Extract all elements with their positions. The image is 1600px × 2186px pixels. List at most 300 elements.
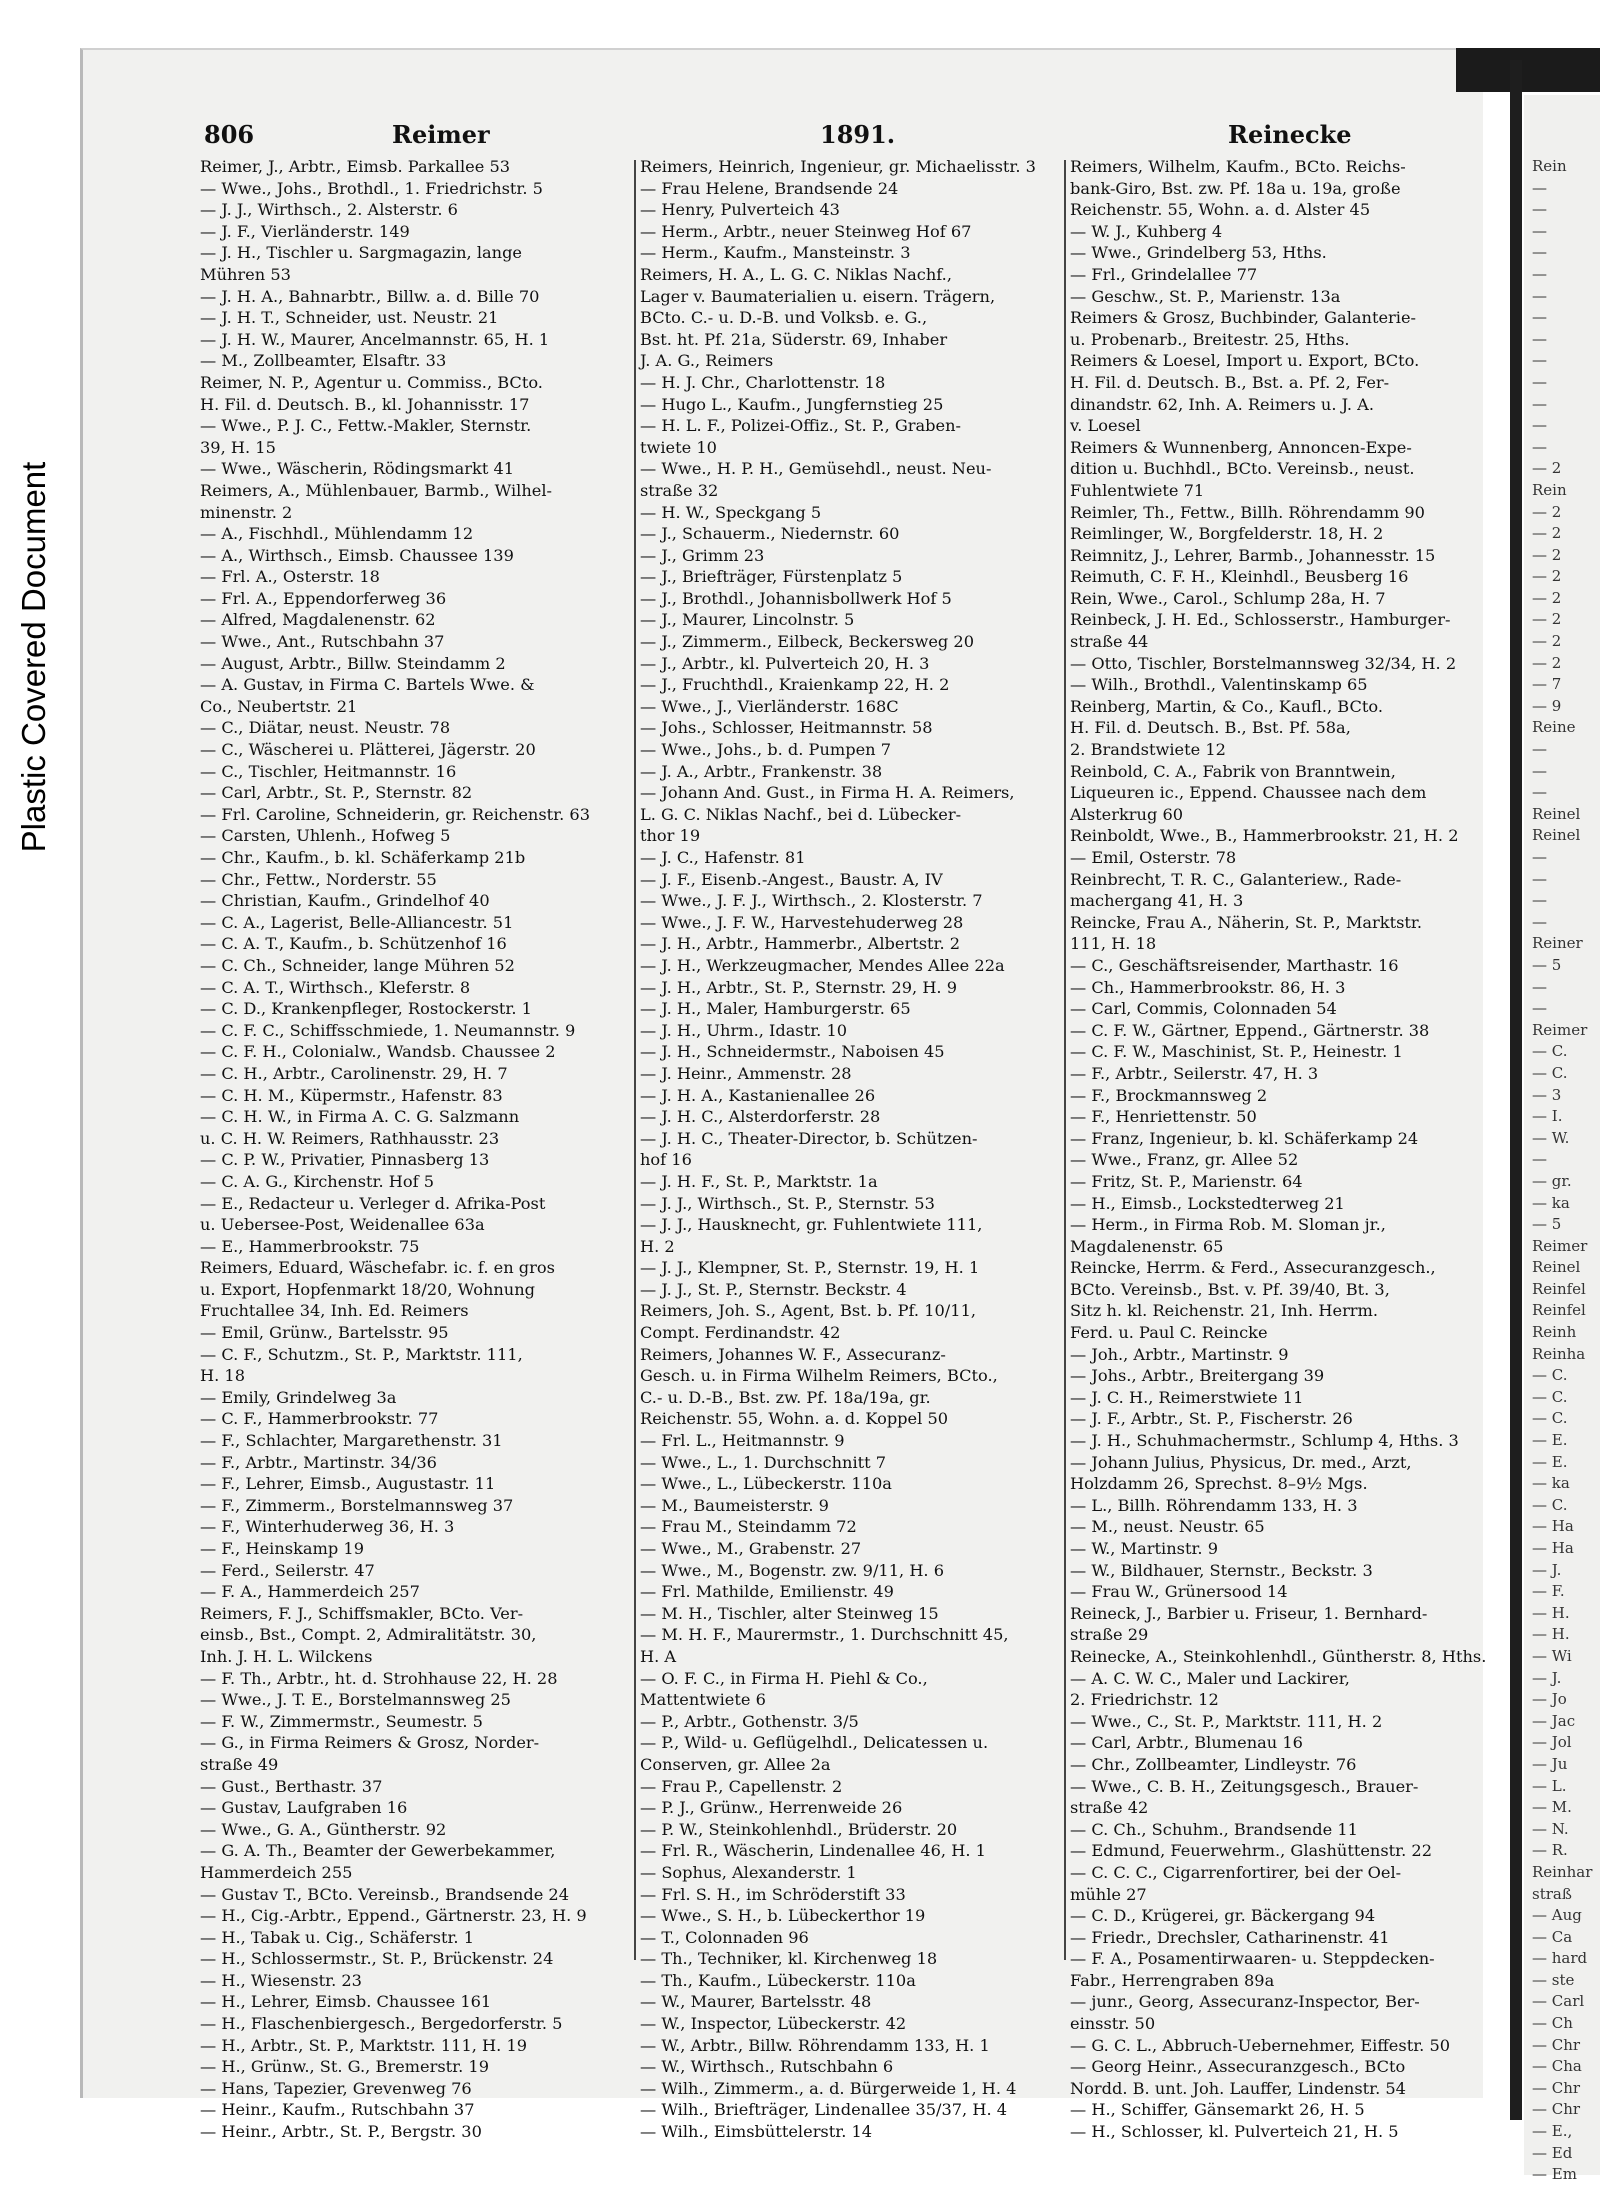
directory-entry-line: Reincke, Herrm. & Ferd., Assecuranzgesch., (1070, 1258, 1436, 1278)
directory-entry-line: — Herm., Kaufm., Mansteinstr. 3 (640, 243, 911, 263)
directory-entry-line: L. G. C. Niklas Nachf., bei d. Lübecker- (640, 804, 962, 824)
directory-entry-line: — (1532, 891, 1547, 910)
directory-entry-line: Reimers & Loesel, Import u. Export, BCto. (1070, 351, 1420, 371)
directory-entry-line: — Wwe., G. A., Güntherstr. 92 (200, 1819, 447, 1839)
directory-entry-line: dinandstr. 62, Inh. A. Reimers u. J. A. (1070, 394, 1375, 414)
entry-column-1 (200, 156, 632, 2142)
directory-entry-line: — (1532, 286, 1547, 305)
directory-entry-line: — Chr., Fettw., Norderstr. 55 (200, 869, 437, 889)
directory-entry-line: — Ju (1532, 1754, 1568, 1773)
directory-entry-line: Alsterkrug 60 (1070, 804, 1184, 824)
directory-entry-line: — Frl. Mathilde, Emilienstr. 49 (640, 1582, 894, 1602)
directory-entry-line: — H., Flaschenbiergesch., Bergedorferstr. 5 (200, 2014, 563, 2034)
directory-entry-line: — R. (1532, 1841, 1568, 1860)
directory-entry-line: machergang 41, H. 3 (1070, 891, 1244, 911)
directory-entry-line: — M., Baumeisterstr. 9 (640, 1495, 829, 1515)
directory-entry-line: — J. F., Eisenb.-Angest., Baustr. A, IV (640, 869, 943, 889)
directory-entry-line: J. A. G., Reimers (640, 351, 774, 371)
directory-entry-line: — Emily, Grindelweg 3a (200, 1387, 397, 1407)
directory-entry-line: hof 16 (640, 1150, 692, 1170)
directory-entry-line: — (1532, 351, 1547, 370)
directory-entry-line: — M. (1532, 1798, 1572, 1817)
directory-entry-line: — Wilh., Zimmerm., a. d. Bürgerweide 1, H. 4 (640, 2078, 1017, 2098)
directory-entry-line: — W. (1532, 1128, 1570, 1147)
directory-entry-line: — F. W., Zimmermstr., Seumestr. 5 (200, 1711, 483, 1731)
directory-entry-line: Reineck, J., Barbier u. Friseur, 1. Bernhard- (1070, 1603, 1428, 1623)
directory-entry-line: Mattentwiete 6 (640, 1690, 766, 1710)
directory-entry-line: — C. H., Arbtr., Carolinenstr. 29, H. 7 (200, 1063, 508, 1083)
directory-entry-line: — Cha (1532, 2057, 1582, 2076)
directory-entry-line: Reinbeck, J. H. Ed., Schlosserstr., Hamburger- (1070, 610, 1451, 630)
directory-entry-line: — E., Hammerbrookstr. 75 (200, 1236, 420, 1256)
directory-entry-line: — N. (1532, 1819, 1569, 1838)
directory-entry-line: — Gustav T., BCto. Vereinsb., Brandsende 24 (200, 1884, 570, 1904)
directory-entry-line: Reinbrecht, T. R. C., Galanteriew., Rade- (1070, 869, 1402, 889)
directory-entry-line: — A. Gustav, in Firma C. Bartels Wwe. & (200, 675, 535, 695)
directory-entry-line: — Ch., Hammerbrookstr. 86, H. 3 (1070, 977, 1346, 997)
directory-entry-line: — Frau M., Steindamm 72 (640, 1517, 857, 1537)
directory-entry-line: — J. H., Maler, Hamburgerstr. 65 (640, 999, 911, 1019)
directory-entry-line: H. Fil. d. Deutsch. B., Bst. a. Pf. 2, Fer- (1070, 372, 1390, 392)
directory-entry-line: — Em (1532, 2165, 1577, 2184)
directory-entry-line: — C. C. C., Cigarrenfortirer, bei der Oel- (1070, 1862, 1402, 1882)
directory-entry-line: einsstr. 50 (1070, 2014, 1156, 2034)
directory-entry-line: — ste (1532, 1970, 1575, 1989)
directory-entry-line: — Frau P., Capellenstr. 2 (640, 1776, 843, 1796)
directory-entry-line: — Chr (1532, 2100, 1581, 2119)
directory-entry-line: — M. H., Tischler, alter Steinweg 15 (640, 1603, 939, 1623)
directory-entry-line: — Wwe., H. P. H., Gemüsehdl., neust. Neu- (640, 459, 992, 479)
directory-entry-line: Magdalenenstr. 65 (1070, 1236, 1224, 1256)
directory-entry-line: — L. (1532, 1776, 1567, 1795)
directory-entry-line: 2. Brandstwiete 12 (1070, 740, 1226, 760)
directory-entry-line: — Carl (1532, 1992, 1585, 2011)
directory-entry-line: 111, H. 18 (1070, 934, 1157, 954)
directory-entry-line: — 9 (1532, 696, 1562, 715)
directory-entry-line: — Heinr., Kaufm., Rutschbahn 37 (200, 2100, 475, 2120)
directory-entry-line: Reimlinger, W., Borgfelderstr. 18, H. 2 (1070, 524, 1384, 544)
directory-entry-line: — Wwe., M., Bogenstr. zw. 9/11, H. 6 (640, 1560, 945, 1580)
directory-entry-line: — Frl. Caroline, Schneiderin, gr. Reichenstr. 63 (200, 804, 590, 824)
directory-entry-line: Lager v. Baumaterialien u. eisern. Trägern, (640, 286, 996, 306)
directory-entry-line: — F., Schlachter, Margarethenstr. 31 (200, 1431, 503, 1451)
directory-entry-line: — J. J., Hausknecht, gr. Fuhlentwiete 111, (640, 1215, 983, 1235)
directory-entry-line: Sitz h. kl. Reichenstr. 21, Inh. Herrm. (1070, 1301, 1379, 1321)
directory-entry-line: — F., Winterhuderweg 36, H. 3 (200, 1517, 455, 1537)
directory-entry-line: — Georg Heinr., Assecuranzgesch., BCto (1070, 2057, 1406, 2077)
directory-entry-line: Reimers, Johannes W. F., Assecuranz- (640, 1344, 946, 1364)
directory-entry-line: — H. J. Chr., Charlottenstr. 18 (640, 372, 886, 392)
directory-entry-line: minenstr. 2 (200, 502, 293, 522)
directory-entry-line: — Alfred, Magdalenenstr. 62 (200, 610, 436, 630)
directory-entry-line: — J. J., St. P., Sternstr. Beckstr. 4 (640, 1279, 907, 1299)
directory-entry-line: — (1532, 243, 1547, 262)
directory-entry-line: mühle 27 (1070, 1884, 1147, 1904)
directory-entry-line: — J. H., Arbtr., St. P., Sternstr. 29, H. 9 (640, 977, 958, 997)
directory-entry-line: — Herm., Arbtr., neuer Steinweg Hof 67 (640, 221, 972, 241)
directory-entry-line: — Henry, Pulverteich 43 (640, 200, 840, 220)
directory-entry-line: — C. D., Krankenpfleger, Rostockerstr. 1 (200, 999, 532, 1019)
directory-entry-line: — J. H., Arbtr., Hammerbr., Albertstr. 2 (640, 934, 961, 954)
directory-entry-line: — G. C. L., Abbruch-Uebernehmer, Eiffestr. 50 (1070, 2035, 1451, 2055)
directory-entry-line: — F., Zimmerm., Borstelmannsweg 37 (200, 1495, 514, 1515)
directory-entry-line: — Emil, Osterstr. 78 (1070, 848, 1237, 867)
directory-entry-line: — J. H. W., Maurer, Ancelmannstr. 65, H. 1 (200, 329, 550, 349)
directory-entry-line: — Ed (1532, 2143, 1573, 2162)
directory-entry-line: Fruchtallee 34, Inh. Ed. Reimers (200, 1301, 469, 1321)
directory-entry-line: — Emil, Grünw., Bartelsstr. 95 (200, 1323, 449, 1343)
directory-entry-line: — C. H. W., in Firma A. C. G. Salzmann (200, 1107, 520, 1127)
directory-entry-line: Reimers, Wilhelm, Kaufm., BCto. Reichs- (1070, 157, 1406, 176)
directory-entry-line: — A., Wirthsch., Eimsb. Chaussee 139 (200, 545, 514, 565)
directory-entry-line: — Th., Kaufm., Lübeckerstr. 110a (640, 1970, 916, 1990)
directory-entry-line: — (1532, 783, 1547, 802)
directory-entry-line: — C. Ch., Schneider, lange Mühren 52 (200, 955, 515, 975)
directory-entry-line: — F., Lehrer, Eimsb., Augustastr. 11 (200, 1474, 496, 1494)
directory-entry-line: — F., Brockmannsweg 2 (1070, 1085, 1268, 1105)
directory-entry-line: — Frau Helene, Brandsende 24 (640, 178, 899, 198)
directory-entry-line: — G., in Firma Reimers & Grosz, Norder- (200, 1733, 540, 1753)
directory-entry-line: — Chr., Kaufm., b. kl. Schäferkamp 21b (200, 848, 526, 867)
directory-entry-line: Reimers, Eduard, Wäschefabr. ic. f. en gros (200, 1258, 555, 1278)
directory-entry-line: — Wwe., L., Lübeckerstr. 110a (640, 1474, 892, 1494)
directory-entry-line: — Chr., Zollbeamter, Lindleystr. 76 (1070, 1754, 1357, 1774)
directory-entry-line: — Hugo L., Kaufm., Jungfernstieg 25 (640, 394, 944, 414)
directory-entry-line: — C., Geschäftsreisender, Marthastr. 16 (1070, 955, 1399, 975)
directory-entry-line: — (1532, 200, 1547, 219)
directory-entry-line: — Ha (1532, 1539, 1574, 1557)
directory-entry-line: — Wwe., L., 1. Durchschnitt 7 (640, 1452, 887, 1472)
directory-entry-line: Reimers, H. A., L. G. C. Niklas Nachf., (640, 264, 952, 284)
directory-entry-line: — W., Bildhauer, Sternstr., Beckstr. 3 (1070, 1560, 1373, 1580)
directory-entry-line: Reinecke, A., Steinkohlenhdl., Güntherstr. 8, Hths. (1070, 1646, 1487, 1666)
directory-entry-line: — H., Lehrer, Eimsb. Chaussee 161 (200, 1992, 492, 2012)
directory-entry-line: — 5 (1532, 1215, 1562, 1234)
directory-entry-line: — P. W., Steinkohlenhdl., Brüderstr. 20 (640, 1819, 958, 1839)
directory-entry-line: — J. F., Vierländerstr. 149 (200, 221, 410, 241)
directory-entry-line: — Hans, Tapezier, Grevenweg 76 (200, 2078, 472, 2098)
directory-entry-line: — Wilh., Eimsbüttelerstr. 14 (640, 2122, 873, 2142)
directory-entry-line: — Geschw., St. P., Marienstr. 13a (1070, 286, 1341, 306)
directory-entry-line: — Chr (1532, 2035, 1581, 2054)
directory-entry-line: — Wwe., J. F. J., Wirthsch., 2. Klosterstr. 7 (640, 891, 983, 911)
directory-entry-line: — (1532, 999, 1547, 1018)
directory-entry-line: — M. H. F., Maurermstr., 1. Durchschnitt 45, (640, 1625, 1009, 1645)
directory-entry-line: — Wwe., C. B. H., Zeitungsgesch., Brauer- (1070, 1776, 1419, 1796)
directory-entry-line: — Ch (1532, 2014, 1573, 2033)
directory-entry-line: H. Fil. d. Deutsch. B., Bst. Pf. 58a, (1070, 718, 1351, 738)
directory-entry-line: Reine (1532, 718, 1576, 737)
directory-entry-line: einsb., Bst., Compt. 2, Admiralitätstr. 30, (200, 1625, 537, 1645)
directory-entry-line: Reinhar (1532, 1862, 1593, 1881)
directory-entry-line: — F. A., Posamentirwaaren- u. Steppdecken- (1070, 1949, 1435, 1969)
directory-entry-line: — F. (1532, 1582, 1565, 1601)
directory-entry-line: — H. (1532, 1625, 1570, 1644)
directory-entry-line: Reimers, A., Mühlenbauer, Barmb., Wilhel- (200, 480, 553, 500)
directory-entry-line: — 2 (1532, 653, 1562, 672)
directory-entry-line: — P., Arbtr., Gothenstr. 3/5 (640, 1711, 859, 1731)
directory-entry-line: Reinel (1532, 1258, 1581, 1277)
directory-entry-line: — Carl, Arbtr., Blumenau 16 (1070, 1733, 1303, 1753)
directory-entry-line: — W., Inspector, Lübeckerstr. 42 (640, 2014, 907, 2034)
directory-entry-line: Rein, Wwe., Carol., Schlump 28a, H. 7 (1070, 588, 1386, 608)
directory-entry-line: — August, Arbtr., Billw. Steindamm 2 (200, 653, 506, 673)
directory-entry-line: — E. (1532, 1431, 1568, 1450)
directory-entry-line: — Wilh., Brothdl., Valentinskamp 65 (1070, 675, 1368, 695)
directory-entry-line: — W., Wirthsch., Rutschbahn 6 (640, 2057, 894, 2077)
page-gutter (1510, 60, 1522, 2120)
directory-entry-line: — W., Martinstr. 9 (1070, 1539, 1219, 1558)
directory-entry-line: — (1532, 869, 1547, 888)
directory-entry-line: Bst. ht. Pf. 21a, Süderstr. 69, Inhaber (640, 329, 948, 349)
directory-entry-line: — F. A., Hammerdeich 257 (200, 1582, 420, 1602)
sidebar-label-text: Plastic Covered Document (15, 461, 52, 853)
directory-entry-line: — F., Arbtr., Martinstr. 34/36 (200, 1452, 437, 1472)
directory-entry-line: — J. J., Klempner, St. P., Sternstr. 19, H. 1 (640, 1258, 980, 1278)
directory-entry-line: — F. Th., Arbtr., ht. d. Strohhause 22, H. 28 (200, 1668, 558, 1688)
directory-entry-line: — H., Schlosser, kl. Pulverteich 21, H. 5 (1070, 2122, 1399, 2142)
directory-entry-line: — 2 (1532, 610, 1562, 629)
directory-entry-line: — H., Wiesenstr. 23 (200, 1970, 362, 1990)
directory-entry-line: Reimnitz, J., Lehrer, Barmb., Johannesstr. 15 (1070, 545, 1436, 565)
directory-entry-line: — (1532, 308, 1547, 327)
directory-entry-line: — J., Brothdl., Johannisbollwerk Hof 5 (640, 588, 952, 608)
directory-entry-line: — J., Maurer, Lincolnstr. 5 (640, 610, 855, 630)
directory-entry-line: 39, H. 15 (200, 437, 276, 457)
directory-entry-line: — J., Zimmerm., Eilbeck, Beckersweg 20 (640, 632, 975, 652)
directory-entry-line: — 5 (1532, 955, 1562, 974)
directory-entry-line: — Gust., Berthastr. 37 (200, 1776, 383, 1796)
directory-entry-line: — Chr (1532, 2078, 1581, 2097)
directory-entry-line: — W., Maurer, Bartelsstr. 48 (640, 1992, 872, 2012)
directory-entry-line: Mühren 53 (200, 264, 291, 284)
directory-entry-line: Reimler, Th., Fettw., Billh. Röhrendamm 90 (1070, 502, 1425, 522)
directory-entry-line: — Frl., Grindelallee 77 (1070, 264, 1258, 284)
directory-entry-line: — Jol (1532, 1733, 1572, 1752)
directory-entry-line: Reinberg, Martin, & Co., Kaufl., BCto. (1070, 696, 1384, 716)
directory-entry-line: — H. W., Speckgang 5 (640, 502, 822, 522)
directory-entry-line: — (1532, 221, 1547, 240)
header-left-word: Reimer (392, 120, 490, 149)
directory-entry-line: — Wwe., Wäscherin, Rödingsmarkt 41 (200, 459, 515, 479)
directory-entry-line: — H., Schiffer, Gänsemarkt 26, H. 5 (1070, 2100, 1365, 2120)
directory-entry-line: — Ha (1532, 1517, 1574, 1536)
directory-entry-line: — Ferd., Seilerstr. 47 (200, 1560, 375, 1580)
directory-entry-line: straße 32 (640, 480, 719, 500)
directory-entry-line: Rein (1532, 157, 1567, 175)
directory-entry-line: — H., Arbtr., St. P., Marktstr. 111, H. 19 (200, 2035, 528, 2055)
directory-entry-line: — W., Arbtr., Billw. Röhrendamm 133, H. 1 (640, 2035, 990, 2055)
directory-entry-line: — H., Cig.-Arbtr., Eppend., Gärtnerstr. 23, H. 9 (200, 1906, 587, 1926)
directory-entry-line: — A. C. W. C., Maler und Lackirer, (1070, 1668, 1350, 1688)
directory-entry-line: — 2 (1532, 588, 1562, 607)
directory-entry-line: Reinel (1532, 804, 1581, 823)
directory-entry-line: Reimers & Grosz, Buchbinder, Galanterie- (1070, 308, 1417, 328)
directory-entry-line: — G. A. Th., Beamter der Gewerbekammer, (200, 1841, 556, 1861)
directory-entry-line: — C. (1532, 1387, 1568, 1406)
directory-entry-line: — (1532, 977, 1547, 996)
directory-entry-line: — C., Diätar, neust. Neustr. 78 (200, 718, 451, 738)
directory-entry-line: — Gustav, Laufgraben 16 (200, 1798, 408, 1818)
directory-entry-line: — J. H., Werkzeugmacher, Mendes Allee 22a (640, 955, 1005, 975)
directory-entry-line: u. Probenarb., Breitestr. 25, Hths. (1070, 329, 1350, 349)
directory-entry-line: — gr. (1532, 1171, 1572, 1190)
directory-entry-line: — J. H. A., Bahnarbtr., Billw. a. d. Bille 70 (200, 286, 540, 306)
directory-entry-line: Reimers, Heinrich, Ingenieur, gr. Michaelisstr. 3 (640, 157, 1036, 176)
directory-entry-line: — (1532, 912, 1547, 931)
directory-entry-line: Reinfel (1532, 1279, 1586, 1298)
directory-entry-line: — Joh., Arbtr., Martinstr. 9 (1070, 1344, 1289, 1364)
directory-entry-line: — Wwe., Johs., b. d. Pumpen 7 (640, 740, 892, 760)
directory-entry-line: straß (1532, 1884, 1572, 1903)
directory-entry-line: Liqueuren ic., Eppend. Chaussee nach dem (1070, 783, 1427, 803)
directory-entry-line: thor 19 (640, 826, 701, 846)
directory-entry-line: — J., Arbtr., kl. Pulverteich 20, H. 3 (640, 653, 930, 673)
directory-entry-line: Reimer, J., Arbtr., Eimsb. Parkallee 53 (200, 157, 511, 176)
directory-entry-line: — C. (1532, 1042, 1568, 1061)
directory-entry-line: — C. F. C., Schiffsschmiede, 1. Neumannstr. 9 (200, 1020, 576, 1040)
page-number: 806 (204, 120, 255, 149)
directory-entry-line: Reimuth, C. F. H., Kleinhdl., Beusberg 16 (1070, 567, 1409, 587)
directory-entry-line: — J. C. H., Reimerstwiete 11 (1070, 1387, 1304, 1407)
directory-entry-line: — Wwe., M., Grabenstr. 27 (640, 1539, 862, 1558)
directory-entry-line: — Christian, Kaufm., Grindelhof 40 (200, 891, 490, 911)
directory-entry-line: — J. H. F., St. P., Marktstr. 1a (640, 1171, 878, 1191)
directory-entry-line: — J. H. C., Theater-Director, b. Schützen- (640, 1128, 978, 1148)
directory-entry-line: H. Fil. d. Deutsch. B., kl. Johannisstr. 17 (200, 394, 530, 414)
directory-entry-line: — I. (1532, 1107, 1563, 1126)
directory-entry-line: — Carl, Commis, Colonnaden 54 (1070, 999, 1337, 1019)
directory-entry-line: straße 44 (1070, 632, 1149, 652)
directory-entry-line: — T., Colonnaden 96 (640, 1927, 809, 1947)
directory-entry-line: — Sophus, Alexanderstr. 1 (640, 1862, 857, 1882)
column-rule (1064, 160, 1066, 1960)
directory-entry-line: Reimers & Wunnenberg, Annoncen-Expe- (1070, 437, 1412, 457)
directory-entry-line: — O. F. C., in Firma H. Piehl & Co., (640, 1668, 928, 1688)
directory-entry-line: — C. (1532, 1063, 1568, 1082)
directory-entry-line: — J. H. A., Kastanienallee 26 (640, 1085, 876, 1105)
directory-entry-line: — Wwe., J. F. W., Harvestehuderweg 28 (640, 912, 964, 932)
directory-entry-line: — H., Tabak u. Cig., Schäferstr. 1 (200, 1927, 475, 1947)
directory-entry-line: — Wwe., Ant., Rutschbahn 37 (200, 632, 445, 652)
directory-entry-line: Gesch. u. in Firma Wilhelm Reimers, BCto., (640, 1366, 998, 1386)
directory-entry-line: — 2 (1532, 545, 1562, 564)
directory-entry-line: — J. H., Uhrm., Idastr. 10 (640, 1020, 848, 1040)
directory-entry-line: — C. F., Hammerbrookstr. 77 (200, 1409, 439, 1429)
directory-entry-line: H. 18 (200, 1366, 246, 1386)
directory-entry-line: Co., Neubertstr. 21 (200, 696, 358, 716)
directory-entry-line: — Jac (1532, 1711, 1576, 1730)
directory-entry-line: — C. A. T., Wirthsch., Kleferstr. 8 (200, 977, 471, 997)
directory-entry-line: — Johs., Schlosser, Heitmannstr. 58 (640, 718, 933, 738)
directory-entry-line: — C. D., Krügerei, gr. Bäckergang 94 (1070, 1906, 1376, 1926)
directory-entry-line: — Ca (1532, 1927, 1573, 1946)
directory-entry-line: — (1532, 372, 1547, 391)
directory-entry-line: — J., Schauerm., Niedernstr. 60 (640, 524, 900, 544)
directory-entry-line: — J. H. T., Schneider, ust. Neustr. 21 (200, 308, 499, 328)
directory-entry-line: Reichenstr. 55, Wohn. a. d. Koppel 50 (640, 1409, 949, 1429)
directory-entry-line: — J. F., Arbtr., St. P., Fischerstr. 26 (1070, 1409, 1353, 1429)
header-year: 1891. (820, 120, 896, 149)
directory-entry-line: Reimer (1532, 1236, 1588, 1255)
directory-entry-line: — (1532, 848, 1547, 866)
directory-entry-line: — 2 (1532, 632, 1562, 651)
directory-entry-line: — J. (1532, 1668, 1562, 1687)
directory-entry-line: Reinfel (1532, 1301, 1586, 1320)
directory-entry-line: — (1532, 761, 1547, 780)
directory-entry-line: — C. (1532, 1495, 1568, 1514)
scan-edge-top (1456, 48, 1600, 92)
directory-entry-line: — J. Heinr., Ammenstr. 28 (640, 1063, 852, 1083)
column-rule (634, 160, 636, 1960)
directory-entry-line: — Wwe., Johs., Brothdl., 1. Friedrichstr. 5 (200, 178, 543, 198)
directory-entry-line: — Wwe., Franz, gr. Allee 52 (1070, 1150, 1299, 1170)
directory-entry-line: — Wwe., J. T. E., Borstelmannsweg 25 (200, 1690, 511, 1710)
directory-entry-line: — Wilh., Briefträger, Lindenallee 35/37, H. 4 (640, 2100, 1008, 2120)
directory-entry-line: BCto. Vereinsb., Bst. v. Pf. 39/40, Bt. 3, (1070, 1279, 1390, 1299)
directory-entry-line: — H., Grünw., St. G., Bremerstr. 19 (200, 2057, 489, 2077)
directory-entry-line: — E., (1532, 2122, 1573, 2141)
directory-entry-line: — H., Schlossermstr., St. P., Brückenstr. 24 (200, 1949, 554, 1969)
directory-entry-line: — W. J., Kuhberg 4 (1070, 221, 1223, 241)
directory-entry-line: — C. A. T., Kaufm., b. Schützenhof 16 (200, 934, 507, 954)
directory-entry-line: — H., Eimsb., Lockstedterweg 21 (1070, 1193, 1345, 1213)
directory-entry-line: Reiner (1532, 934, 1583, 953)
directory-entry-line: — J. A., Arbtr., Frankenstr. 38 (640, 761, 883, 781)
directory-entry-line: BCto. C.- u. D.-B. und Volksb. e. G., (640, 308, 928, 328)
directory-entry-line: Compt. Ferdinandstr. 42 (640, 1323, 841, 1343)
directory-entry-line: — Frl. A., Osterstr. 18 (200, 567, 380, 587)
directory-entry-line: Reimer (1532, 1020, 1588, 1039)
directory-entry-line: bank-Giro, Bst. zw. Pf. 18a u. 19a, große (1070, 178, 1401, 198)
directory-entry-line: — M., Zollbeamter, Elsaftr. 33 (200, 351, 447, 371)
directory-entry-line: — C. F. W., Maschinist, St. P., Heinestr. 1 (1070, 1042, 1403, 1062)
directory-entry-line: — Edmund, Feuerwehrm., Glashüttenstr. 22 (1070, 1841, 1433, 1861)
directory-entry-line: — 7 (1532, 675, 1562, 694)
directory-entry-line: — Wwe., P. J. C., Fettw.-Makler, Sternstr. (200, 416, 532, 436)
header-right-word: Reinecke (1228, 120, 1352, 149)
entry-column-facing (1532, 156, 1600, 2184)
directory-entry-line: — Carsten, Uhlenh., Hofweg 5 (200, 826, 451, 846)
directory-entry-line: — hard (1532, 1949, 1588, 1968)
directory-entry-line: — 3 (1532, 1085, 1562, 1104)
directory-entry-line: — P., Wild- u. Geflügelhdl., Delicatessen u. (640, 1733, 989, 1753)
directory-entry-line: Nordd. B. unt. Joh. Lauffer, Lindenstr. 54 (1070, 2078, 1406, 2098)
directory-entry-line: — L., Billh. Röhrendamm 133, H. 3 (1070, 1495, 1358, 1515)
directory-entry-line: — Jo (1532, 1690, 1567, 1709)
directory-entry-line: — A., Fischhdl., Mühlendamm 12 (200, 524, 474, 544)
directory-entry-line: — C. A., Lagerist, Belle-Alliancestr. 51 (200, 912, 514, 932)
directory-entry-line: Fuhlentwiete 71 (1070, 480, 1205, 500)
directory-entry-line: — H. (1532, 1603, 1570, 1622)
directory-entry-line: H. A (640, 1646, 677, 1666)
directory-entry-line: Reincke, Frau A., Näherin, St. P., Marktstr. (1070, 912, 1423, 932)
directory-entry-line: — Aug (1532, 1906, 1582, 1925)
directory-entry-line: Ferd. u. Paul C. Reincke (1070, 1323, 1268, 1343)
directory-entry-line: — ka (1532, 1474, 1570, 1493)
directory-entry-line: — Wi (1532, 1646, 1572, 1665)
directory-entry-line: — J., Grimm 23 (640, 545, 765, 565)
directory-entry-line: — J. (1532, 1560, 1562, 1579)
directory-entry-line: — Johann And. Gust., in Firma H. A. Reimers, (640, 783, 1015, 803)
directory-entry-line: — Wwe., C., St. P., Marktstr. 111, H. 2 (1070, 1711, 1383, 1731)
directory-entry-line: — J. H., Tischler u. Sargmagazin, lange (200, 243, 523, 263)
directory-entry-line: — Heinr., Arbtr., St. P., Bergstr. 30 (200, 2122, 482, 2142)
directory-entry-line: Reinh (1532, 1323, 1577, 1342)
directory-entry-line: — (1532, 178, 1547, 197)
directory-entry-line: — 2 (1532, 502, 1562, 521)
directory-entry-line: — C. P. W., Privatier, Pinnasberg 13 (200, 1150, 490, 1170)
